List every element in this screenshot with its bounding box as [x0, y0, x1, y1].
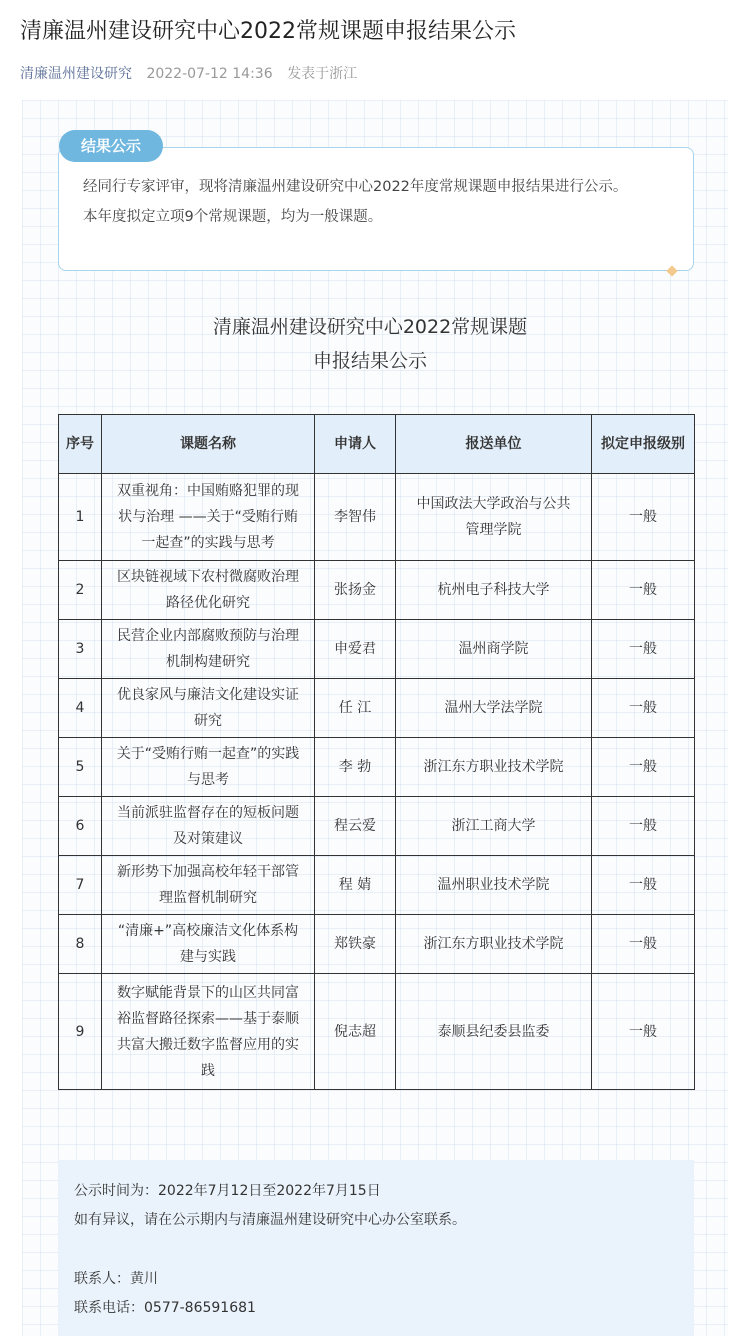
cell-no: 8	[59, 915, 102, 974]
cell-unit: 浙江工商大学	[396, 797, 592, 856]
cell-topic: 新形势下加强高校年轻干部管理监督机制研究	[102, 856, 315, 915]
cell-no: 9	[59, 974, 102, 1090]
footer-objection: 如有异议，请在公示期内与清廉温州建设研究中心办公室联系。	[74, 1212, 466, 1228]
cell-applicant: 郑铁豪	[315, 915, 396, 974]
notice-tag: 结果公示	[59, 130, 163, 162]
results-table	[58, 414, 695, 1090]
header-level: 拟定申报级别	[592, 415, 695, 474]
cell-no: 1	[59, 474, 102, 561]
cell-applicant: 李智伟	[315, 474, 396, 561]
cell-topic: “清廉+”高校廉洁文化体系构建与实践	[102, 915, 315, 974]
header-applicant: 申请人	[315, 415, 396, 474]
cell-level: 一般	[592, 620, 695, 679]
cell-applicant: 倪志超	[315, 974, 396, 1090]
table-row	[59, 797, 695, 856]
cell-no: 2	[59, 561, 102, 620]
publish-location: 发表于浙江	[287, 66, 358, 82]
cell-no: 6	[59, 797, 102, 856]
table-row	[59, 679, 695, 738]
cell-level: 一般	[592, 474, 695, 561]
cell-topic: 关于“受贿行贿一起查”的实践与思考	[102, 738, 315, 797]
notice-line-2: 本年度拟定立项9个常规课题，均为一般课题。	[83, 209, 383, 225]
table-row	[59, 620, 695, 679]
cell-level: 一般	[592, 738, 695, 797]
cell-level: 一般	[592, 797, 695, 856]
cell-no: 7	[59, 856, 102, 915]
cell-level: 一般	[592, 915, 695, 974]
cell-unit: 浙江东方职业技术学院	[396, 915, 592, 974]
header-unit: 报送单位	[396, 415, 592, 474]
table-title-line-2: 申报结果公示	[312, 350, 427, 372]
account-name-link[interactable]: 清廉温州建设研究	[20, 66, 132, 82]
cell-unit: 中国政法大学政治与公共管理学院	[396, 474, 592, 561]
cell-topic: 数字赋能背景下的山区共同富裕监督路径探索——基于泰顺共富大搬迁数字监督应用的实践	[102, 974, 315, 1090]
article-meta	[20, 64, 357, 84]
cell-topic: 当前派驻监督存在的短板问题及对策建议	[102, 797, 315, 856]
footer-phone: 联系电话：0577-86591681	[74, 1300, 256, 1316]
notice-line-1: 经同行专家评审，现将清廉温州建设研究中心2022年度常规课题申报结果进行公示。	[83, 179, 628, 195]
table-row	[59, 856, 695, 915]
table-row	[59, 738, 695, 797]
table-row	[59, 474, 695, 561]
table-title-line-1: 清廉温州建设研究中心2022常规课题	[212, 316, 528, 338]
table-header-row	[59, 415, 695, 474]
cell-unit: 温州职业技术学院	[396, 856, 592, 915]
cell-level: 一般	[592, 679, 695, 738]
cell-applicant: 任 江	[315, 679, 396, 738]
header-no: 序号	[59, 415, 102, 474]
header-topic: 课题名称	[102, 415, 315, 474]
cell-unit: 杭州电子科技大学	[396, 561, 592, 620]
cell-no: 5	[59, 738, 102, 797]
cell-applicant: 程云爱	[315, 797, 396, 856]
cell-level: 一般	[592, 856, 695, 915]
cell-unit: 浙江东方职业技术学院	[396, 738, 592, 797]
table-row	[59, 915, 695, 974]
cell-topic: 优良家风与廉洁文化建设实证研究	[102, 679, 315, 738]
cell-applicant: 李 勃	[315, 738, 396, 797]
cell-level: 一般	[592, 974, 695, 1090]
cell-unit: 泰顺县纪委县监委	[396, 974, 592, 1090]
footer-contact: 联系人：黄川	[74, 1271, 158, 1287]
publish-time: 2022-07-12 14:36	[146, 66, 273, 82]
cell-level: 一般	[592, 561, 695, 620]
footer-period: 公示时间为：2022年7月12日至2022年7月15日	[74, 1183, 381, 1199]
cell-applicant: 申爱君	[315, 620, 396, 679]
cell-topic: 民营企业内部腐败预防与治理机制构建研究	[102, 620, 315, 679]
cell-no: 3	[59, 620, 102, 679]
table-row	[59, 974, 695, 1090]
table-row	[59, 561, 695, 620]
table-title	[120, 310, 620, 378]
cell-unit: 温州商学院	[396, 620, 592, 679]
cell-applicant: 张扬金	[315, 561, 396, 620]
cell-topic: 双重视角：中国贿赂犯罪的现状与治理 ——关于“受贿行贿一起查”的实践与思考	[102, 474, 315, 561]
article-title: 清廉温州建设研究中心2022常规课题申报结果公示	[20, 19, 516, 44]
cell-unit: 温州大学法学院	[396, 679, 592, 738]
cell-applicant: 程 婧	[315, 856, 396, 915]
notice-text	[83, 172, 673, 232]
cell-topic: 区块链视域下农村微腐败治理路径优化研究	[102, 561, 315, 620]
cell-no: 4	[59, 679, 102, 738]
